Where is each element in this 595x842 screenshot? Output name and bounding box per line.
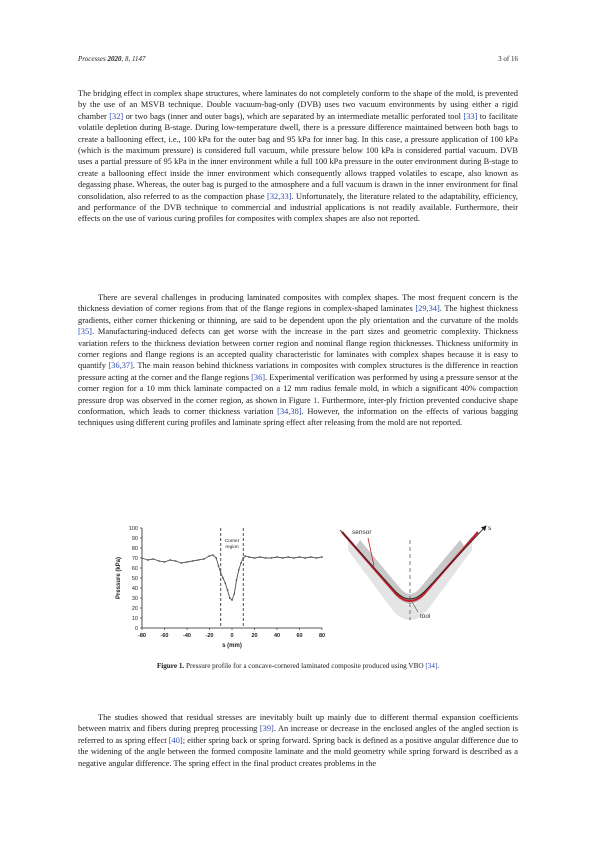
s-label: s xyxy=(488,525,492,532)
citation-link[interactable]: [33] xyxy=(463,111,478,121)
journal-citation: Processes 2020, 8, 1147 xyxy=(78,55,146,63)
corner-region-label: region xyxy=(225,545,239,550)
x-tick-label: -20 xyxy=(205,633,214,639)
x-tick-label: 60 xyxy=(296,633,303,639)
pressure-data-point xyxy=(209,555,211,557)
pressure-data-point xyxy=(293,557,295,559)
paragraph-2: There are several challenges in producing laminated composites with complex shapes. The most frequent concern is the thickness deviation of corner regions from that of the flange regions in complex-shaped laminates [29,34]. The highest thickness gradients, either corner thickening or thinning, are said to be dependent upon the ply orientation and the curvature of the molds [35]. Manufacturing-induced defects can get worse with the increase in the part sizes and geometric complexity. Thickness variation refers to the thickness deviation between corner region and nominal flange region thicknesses. Thickness uniformity in corner regions and flange regions is an accepted quality characteristic for laminates with complex shapes because it is easy to quantify [36,37]. The main reason behind thickness variations in composites with complex structures is the difference in reaction pressure acting at the corner and the flange regions [36]. Experimental verification was performed by using a pressure sensor at the corner region for a 10 mm thick laminate compacted on a 12 mm radius female mold, in which a significant 40% compaction pressure drop was observed in the corner region, as shown in Figure 1. Furthermore, inter-ply friction prevented conducive shape conformation, which leads to corner thickness variation [34,38]. However, the information on the effects of various bagging techniques using different curing profiles and laminate spring effect after releasing from the mold are not reported. xyxy=(78,293,518,428)
y-tick-label: 90 xyxy=(131,536,138,542)
pressure-series-line xyxy=(142,555,322,600)
pressure-data-point xyxy=(227,589,229,591)
citation-link[interactable]: [39] xyxy=(259,724,274,734)
y-tick-label: 0 xyxy=(134,626,138,632)
citation-link[interactable]: [34,38] xyxy=(277,407,302,417)
pressure-data-point xyxy=(218,565,220,567)
pressure-data-point xyxy=(304,557,306,559)
pressure-data-point xyxy=(270,557,272,559)
y-tick-label: 30 xyxy=(131,596,138,602)
sensor-label: sensor xyxy=(352,529,372,536)
pressure-data-point xyxy=(215,557,217,559)
pressure-data-point xyxy=(180,562,182,564)
pressure-data-point xyxy=(212,554,214,556)
pressure-data-point xyxy=(240,562,242,564)
pressure-data-point xyxy=(248,556,250,558)
pressure-data-point xyxy=(229,597,231,599)
x-tick-label: 20 xyxy=(251,633,258,639)
x-axis-label: s (mm) xyxy=(222,643,242,649)
pressure-data-point xyxy=(158,560,160,562)
pressure-data-point xyxy=(222,577,224,579)
y-tick-label: 100 xyxy=(128,526,138,532)
figure-caption: Figure 1. Pressure profile for a concave-cornered laminated composite produced using VBO [34]. xyxy=(156,662,440,670)
pressure-data-point xyxy=(321,556,323,558)
citation-link[interactable]: [32,33] xyxy=(267,191,292,201)
pressure-data-point xyxy=(152,558,154,560)
y-axis-label: Pressure (kPa) xyxy=(116,556,122,600)
pressure-data-point xyxy=(169,559,171,561)
pressure-data-point xyxy=(265,557,267,559)
paragraph-3: The studies showed that residual stresses are inevitably built up mainly due to different thermal expansion coefficients between matrix and fibers during prepreg processing [39]. An increase or decrease in the enclosed angles of the angled section is referred to as spring effect [40]; either spring back or spring forward. Spring back is defined as a positive angular difference due to the widening of the angle between the formed composite laminate and the mold geometry while spring forward is described as a negative angular difference. The spring effect in the final product creates problems in the xyxy=(78,713,519,768)
y-tick-label: 40 xyxy=(131,586,138,592)
paragraph-1: The bridging effect in complex shape structures, where laminates do not completely conform to the shape of the mold, is prevented by the use of an MSVB technique. Double vacuum-bag-only (DVB) uses two vacuum environments by using either a rigid chamber [32] or two bags (inner and outer bags), which are separated by an intermediate metallic perforated tool [33] to facilitate volatile depletion during B-stage. During low-temperature dwell, there is a pressure difference maintained between both bags to create a ballooning effect, i.e., 100 kPa for the outer bag and 95 kPa for inner bag. In this case, a pressure application of 100 kPa (which is the maximum pressure) is considered full vacuum, while pressure below 100 kPa is considered partial vacuum. DVB uses a partial pressure of 95 kPa in the inner environment while a full 100 kPa pressure in the outer environment during B-stage to create a ballooning effect inside the inner environment which consequently allows trapped volatiles to escape, also known as degassing phase. Whereas, the outer bag is purged to the atmosphere and a full vacuum is drawn in the inner environment for final consolidation, also referred to as the compaction phase [32,33]. Unfortunately, the literature related to the adaptability, efficiency, and performance of the DVB technique to commercial and industrial applications is not readily available. Furthermore, their effects on the use of various curing profiles for composites with complex shapes are also not reported. xyxy=(78,89,518,224)
chart-series xyxy=(141,554,323,601)
y-tick-label: 10 xyxy=(131,616,138,622)
y-tick-label: 70 xyxy=(131,556,138,562)
x-tick-label: -60 xyxy=(160,633,169,639)
citation-link[interactable]: [36,37] xyxy=(108,361,133,371)
page-header xyxy=(78,55,518,63)
pressure-data-point xyxy=(141,557,143,559)
corner-region-label: Corner xyxy=(224,539,240,544)
pressure-data-point xyxy=(310,556,312,558)
y-tick-label: 20 xyxy=(131,606,138,612)
pressure-data-point xyxy=(245,555,247,557)
x-tick-label: -40 xyxy=(183,633,191,639)
x-tick-label: 80 xyxy=(318,633,326,639)
pressure-data-point xyxy=(164,561,166,563)
y-tick-label: 60 xyxy=(131,566,138,572)
x-tick-label: 40 xyxy=(273,633,281,639)
pressure-data-point xyxy=(220,572,222,574)
citation-link[interactable]: [32] xyxy=(109,111,124,121)
pressure-data-point xyxy=(287,556,289,558)
pressure-data-point xyxy=(233,593,235,595)
pressure-data-point xyxy=(197,559,199,561)
y-tick-label: 80 xyxy=(131,546,138,552)
citation-link[interactable]: [34] xyxy=(425,662,438,670)
pressure-data-point xyxy=(299,556,301,558)
pressure-data-point xyxy=(192,560,194,562)
chart-axes xyxy=(116,526,325,649)
pressure-data-point xyxy=(315,557,317,559)
pressure-data-point xyxy=(203,558,205,560)
page-number: 3 of 16 xyxy=(498,55,518,63)
bagging-diagram xyxy=(338,520,508,660)
pressure-data-point xyxy=(254,557,256,559)
pressure-data-point xyxy=(282,557,284,559)
citation-link[interactable]: [36] xyxy=(251,372,266,382)
pressure-chart xyxy=(110,520,340,660)
pressure-data-point xyxy=(175,560,177,562)
pressure-data-point xyxy=(224,582,226,584)
pressure-data-point xyxy=(259,556,261,558)
figure-link[interactable]: 1 xyxy=(313,395,318,405)
pressure-data-point xyxy=(238,569,240,571)
tool-label: tool xyxy=(420,613,431,620)
figure-1 xyxy=(110,520,510,660)
citation-link[interactable]: [40] xyxy=(168,735,183,745)
citation-link[interactable]: [29,34] xyxy=(415,304,440,314)
y-tick-label: 50 xyxy=(131,576,138,582)
pressure-data-point xyxy=(147,559,149,561)
pressure-data-point xyxy=(276,556,278,558)
x-tick-label: -80 xyxy=(138,633,146,639)
pressure-data-point xyxy=(186,561,188,563)
citation-link[interactable]: [35] xyxy=(78,327,92,337)
pressure-data-point xyxy=(231,599,233,601)
pressure-data-point xyxy=(242,557,244,559)
pressure-data-point xyxy=(236,579,238,581)
x-tick-label: 0 xyxy=(230,633,234,639)
